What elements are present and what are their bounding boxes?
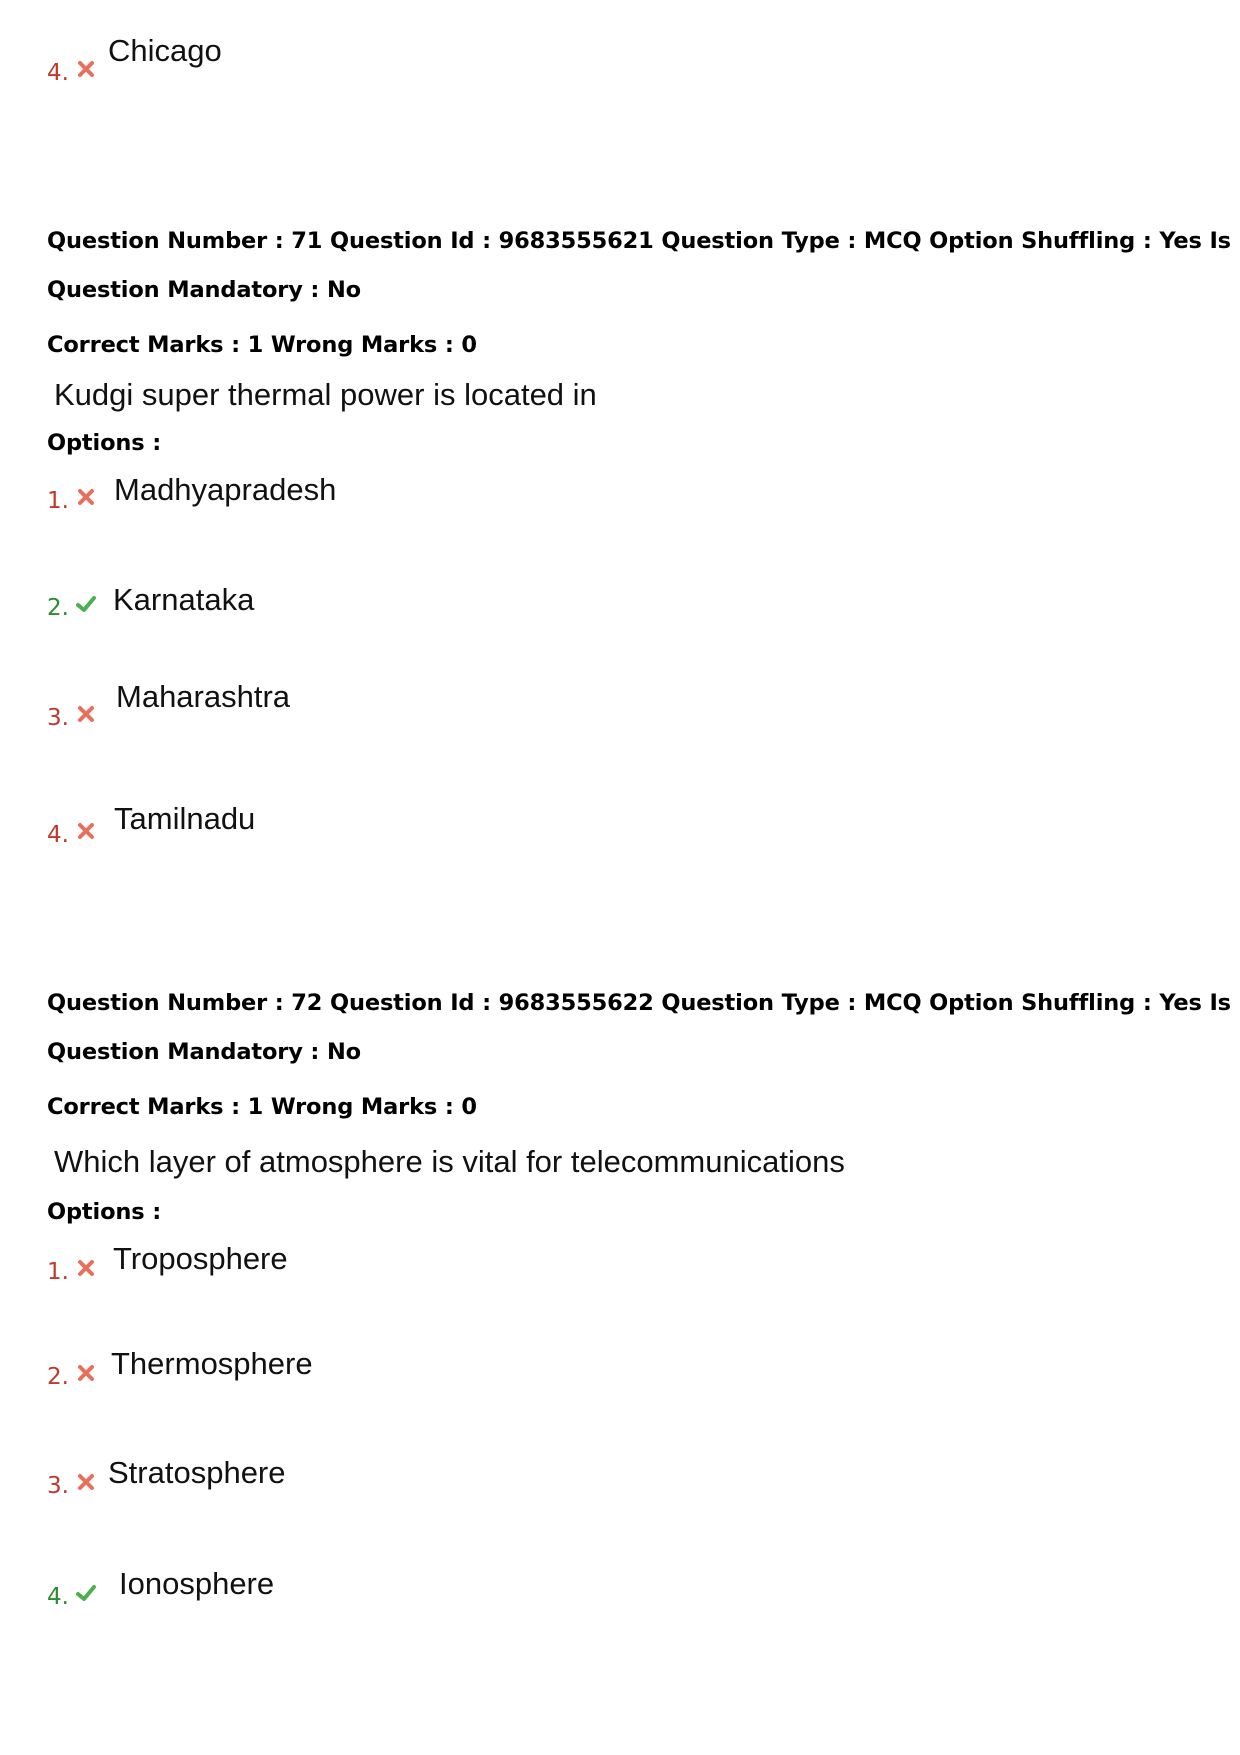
option-number: 4.	[47, 822, 69, 848]
check-icon	[76, 594, 96, 614]
options-label: Options :	[47, 1199, 162, 1225]
option-number: 2.	[47, 595, 69, 621]
option-number: 1.	[47, 1259, 69, 1285]
option-number: 3.	[47, 705, 69, 731]
question-marks: Correct Marks : 1 Wrong Marks : 0	[47, 332, 477, 358]
option-text: Troposphere	[113, 1241, 288, 1276]
cross-icon	[76, 1363, 96, 1383]
cross-icon	[76, 487, 96, 507]
option-text: Maharashtra	[116, 679, 291, 714]
cross-icon	[76, 59, 96, 79]
option-text: Ionosphere	[119, 1566, 275, 1601]
question-marks: Correct Marks : 1 Wrong Marks : 0	[47, 1094, 477, 1120]
option-text: Madhyapradesh	[114, 472, 337, 507]
question-meta-line1: Question Number : 72 Question Id : 9683555622 Question Type : MCQ Option Shuffling : Yes Is	[47, 990, 1231, 1016]
cross-icon	[76, 1258, 96, 1278]
options-label: Options :	[47, 430, 162, 456]
check-icon	[76, 1583, 96, 1603]
question-text: Which layer of atmosphere is vital for telecommunications	[54, 1144, 845, 1179]
option-number: 2.	[47, 1364, 69, 1390]
option-number: 3.	[47, 1473, 69, 1499]
option-text: Thermosphere	[111, 1346, 313, 1381]
option-number: 4.	[47, 1584, 69, 1610]
question-text: Kudgi super thermal power is located in	[54, 377, 597, 412]
option-number: 1.	[47, 488, 69, 514]
cross-icon	[76, 821, 96, 841]
option-text: Stratosphere	[108, 1455, 286, 1490]
question-meta-line2: Question Mandatory : No	[47, 277, 361, 303]
option-number: 4.	[47, 60, 69, 86]
option-text: Tamilnadu	[114, 801, 256, 836]
cross-icon	[76, 704, 96, 724]
question-meta-line2: Question Mandatory : No	[47, 1039, 361, 1065]
option-text: Karnataka	[113, 582, 255, 617]
option-text: Chicago	[108, 33, 222, 68]
cross-icon	[76, 1472, 96, 1492]
question-meta-line1: Question Number : 71 Question Id : 9683555621 Question Type : MCQ Option Shuffling : Yes Is	[47, 228, 1231, 254]
